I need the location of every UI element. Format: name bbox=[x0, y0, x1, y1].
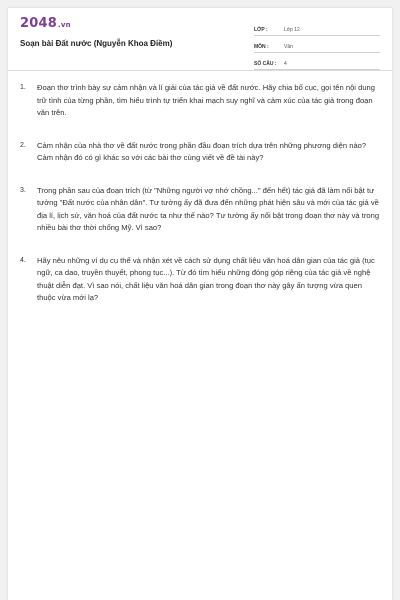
meta-label-question-count: SỐ CÂU : bbox=[254, 61, 277, 67]
question-item bbox=[20, 82, 380, 120]
worksheet-header bbox=[8, 8, 392, 71]
logo-main-text: 2048 bbox=[20, 16, 57, 31]
question-number: 1. bbox=[20, 84, 26, 91]
question-text: Đoạn thơ trình bày sự cảm nhận và lí giải của tác giả về đất nước. Hãy chia bố cục, gọi tên nội dung trữ tình của từng phần, tìm hiểu trình tự triển khai mạch suy nghĩ và cảm xúc của tác giả trong đoạn văn trên. bbox=[37, 83, 375, 117]
worksheet-meta bbox=[254, 20, 380, 71]
question-item bbox=[20, 140, 380, 165]
question-list bbox=[20, 82, 380, 325]
meta-row-question-count bbox=[254, 54, 380, 70]
meta-value-subject: Văn bbox=[284, 44, 293, 50]
question-number: 2. bbox=[20, 141, 26, 149]
site-logo[interactable] bbox=[20, 16, 71, 31]
meta-label-class: LỚP : bbox=[254, 27, 268, 33]
question-text: Hãy nêu những ví dụ cụ thể và nhận xét về cách sử dụng chất liệu văn hoá dân gian của tác giả (tục ngữ, ca dao, truyền thuyết, phong tục...). Từ đó tìm hiểu những đóng góp riêng của tác giả về nghệ thuật diễn đạt. Vì sao nói, chất liệu văn hoá dân gian trong đoạn thơ này gây ấn tượng vừa quen thuộc vừa mới lạ? bbox=[37, 255, 375, 302]
worksheet-page bbox=[8, 8, 392, 600]
meta-row-class bbox=[254, 20, 380, 36]
question-number: 3. bbox=[20, 186, 26, 194]
meta-value-class: Lớp 12 bbox=[284, 27, 300, 33]
question-item bbox=[20, 255, 380, 305]
question-item bbox=[20, 185, 380, 235]
document-title: Soạn bài Đất nước (Nguyễn Khoa Điềm) bbox=[20, 39, 173, 48]
question-text: Trong phần sau của đoạn trích (từ "Những người vợ nhớ chồng..." đến hết) tác giả đã làm nổi bật tư tưởng "Đất nước của nhân dân". Tư tưởng ấy đã đưa đến những phát hiện sâu và mới của tác giả về địa lí, lịch sử, văn hoá của đất nước ta như thế nào? Tư tưởng ấy nổi bật trong đoạn thơ này và trong nhiều bài thơ thời chống Mỹ. Vì sao? bbox=[37, 185, 380, 232]
meta-row-subject bbox=[254, 37, 380, 53]
meta-value-question-count: 4 bbox=[284, 61, 287, 67]
logo-suffix-text: .vn bbox=[57, 21, 71, 29]
question-number: 4. bbox=[20, 256, 26, 264]
question-text: Cảm nhận của nhà thơ về đất nước trong phần đầu đoạn trích dựa trên những phương diện nào? Cảm nhận đó có gì khác so với các bài thơ cùng viết về đề tài này? bbox=[37, 140, 367, 162]
meta-label-subject: MÔN : bbox=[254, 44, 269, 50]
